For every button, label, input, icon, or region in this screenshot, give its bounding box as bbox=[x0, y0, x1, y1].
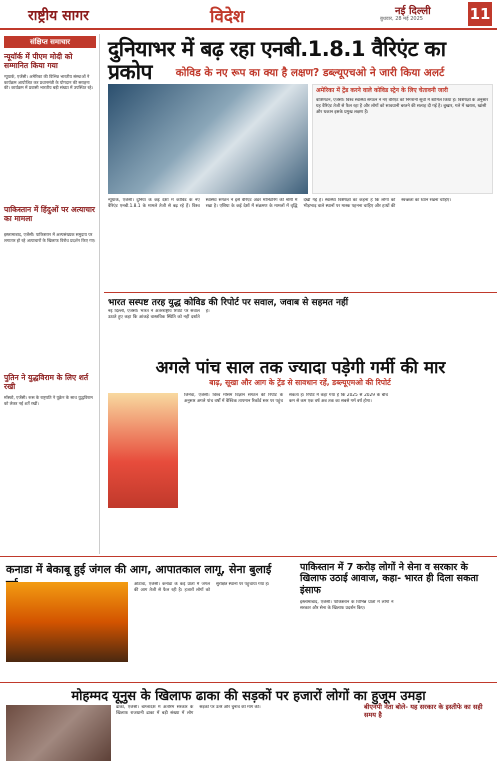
story3-subheadline: बाढ़, सूखा और आग के ट्रेंड से सावधान रहें, डब्ल्यूएमओ की रिपोर्ट bbox=[209, 378, 391, 387]
brief-story-3-body: मॉस्को, एजेंसी। रूस के राष्ट्रपति ने यूक्रेन के साथ युद्धविराम को लेकर नई शर्तें रखीं। bbox=[4, 395, 93, 406]
brand-logo: राष्ट्रीय सागर bbox=[28, 8, 89, 24]
story4-body: ओटावा, एजेंसी। कनाडा के कई प्रांतों में जंगल की आग तेजी से फैल रही है। हजारों लोगों को सुरक्षित स्थानों पर पहुंचाया गया है। bbox=[134, 582, 270, 593]
story2-body: नई दिल्ली, एजेंसी। भारत ने अंतरराष्ट्रीय रिपोर्ट पर सवाल उठाते हुए कहा कि आंकड़े वास्तविक स्थिति को नहीं दर्शाते हैं। bbox=[108, 309, 210, 320]
crowd-photo bbox=[6, 705, 111, 761]
edition-city: नई दिल्ली bbox=[395, 6, 431, 17]
lead-headline: दुनियाभर में बढ़ रहा एनबी.1.8.1 वैरिएंट का प्रकोप bbox=[108, 37, 446, 85]
brief-story-2-body: इस्लामाबाद, एजेंसी। पाकिस्तान में अल्पसंख्यक समुदाय पर लगातार हो रहे अत्याचारों के खिलाफ विरोध प्रदर्शन किए गए। bbox=[4, 232, 96, 243]
brief-story-2-headline: पाकिस्तान में हिंदुओं पर अत्याचार का मामला bbox=[4, 205, 96, 224]
sidebox-headline: अमेरिका में ट्रेंड करने वाले कोविड स्ट्रेन के लिए चेतावनी जारी bbox=[316, 87, 448, 94]
lead-body: न्यूयार्क, एजेंसी। दुनिया के कई देशों में कोविड के नए वैरिएंट एनबी.1.8.1 के मामले तेजी से बढ़ रहे हैं। विश्व स्वास्थ्य संगठन ने इसे वैरिएंट अंडर मॉनिटरिंग की श्रेणी में रखा है। एशिया के कई देशों में संक्रमण के मामलों में वृद्धि देखी गई है। स्वास्थ्य विशेषज्ञों का कहना है कि लोगों को भीड़भाड़ वाले स्थानों पर मास्क पहनना चाहिए और हाथों की स्वच्छता का ध्यान रखना चाहिए। bbox=[108, 198, 451, 209]
lead-photo bbox=[108, 84, 308, 194]
wildfire-photo bbox=[6, 582, 128, 662]
story4-headline: कनाडा में बेकाबू हुई जंगल की आग, आपातकाल लागू, सेना बुलाई bbox=[6, 563, 272, 576]
story3-body: जिनेवा, एजेंसी। विश्व मौसम विज्ञान संगठन की रिपोर्ट के अनुसार अगले पांच वर्षों में वैश्विक तापमान रिकॉर्ड स्तर पर पहुंच सकता है। रिपोर्ट में कहा गया है कि 2025 से 2029 के बीच कम से कम एक वर्ष अब तक का सबसे गर्म वर्ष होगा। bbox=[184, 393, 388, 404]
heatwave-photo bbox=[108, 393, 178, 508]
story6-headline: मोहम्मद यूनुस के खिलाफ ढाका की सड़कों पर हजारों लोगों का हुजूम उमड़ा bbox=[71, 689, 426, 704]
story5-body: इस्लामाबाद, एजेंसी। पाकिस्तान के विभिन्न प्रांतों में लोगों ने सरकार और सेना के खिलाफ प्रदर्शन किए। bbox=[300, 600, 394, 611]
page-number: 11 bbox=[468, 2, 492, 26]
story5-headline: पाकिस्तान में 7 करोड़ लोगों ने सेना व सरकार के खिलाफ उठाई आवाज, कहा- भारत ही दिला सकता इंसाफ bbox=[300, 562, 479, 596]
brief-news-tag: संक्षिप्त समाचार bbox=[4, 36, 96, 48]
lead-subheadline: कोविड के नए रूप का क्या है लक्षण? डब्ल्यूएचओ ने जारी किया अलर्ट bbox=[175, 67, 445, 79]
divider bbox=[104, 292, 497, 293]
brief-story-1-body: न्यूयार्क, एजेंसी। अमेरिका की विभिन्न भारतीय संस्थाओं ने कार्यक्रम आयोजित कर प्रधानमंत्री के योगदान की सराहना की। कार्यक्रम में प्रवासी भारतीय बड़ी संख्या में उपस्थित रहे। bbox=[4, 74, 94, 91]
story6-body: ढाका, एजेंसी। बांग्लादेश में अंतरिम सरकार के खिलाफ राजधानी ढाका में बड़ी संख्या में लोग सड़कों पर उतरे और चुनाव की मांग की। bbox=[116, 705, 261, 716]
section-title: विदेश bbox=[210, 7, 245, 27]
sidebox-body: वाशिंगटन, एजेंसी। विश्व स्वास्थ्य संगठन ने नए वैरिएंट को निगरानी सूची में शामिल किया है। विशेषज्ञों के अनुसार यह वैरिएंट तेजी से फैल रहा है और लोगों को सावधानी बरतने की सलाह दी गई है। बुखार, गले में खराश, खांसी और थकान इसके प्रमुख लक्षण हैं। bbox=[316, 98, 489, 115]
brief-story-1-headline: न्यूयॉर्क में पीएम मोदी को सम्मानित किया गया bbox=[4, 52, 73, 71]
story2-headline: भारत सस्पष्ट तरह युद्ध कोविड की रिपोर्ट पर सवाल, जवाब से सहमत नहीं bbox=[108, 298, 349, 308]
story3-headline: अगले पांच साल तक ज्यादा पड़ेगी गर्मी की मार bbox=[155, 358, 446, 378]
divider bbox=[0, 556, 497, 557]
brief-story-3-headline: पुतिन ने युद्धविराम के लिए शर्त रखी bbox=[4, 373, 89, 392]
edition-date: बुधवार, 28 मई 2025 bbox=[380, 16, 423, 22]
story6-side-headline: बीएनपी नेता बोले- यह सरकार के इस्तीफे का सही समय है bbox=[364, 703, 483, 719]
divider bbox=[0, 682, 497, 683]
